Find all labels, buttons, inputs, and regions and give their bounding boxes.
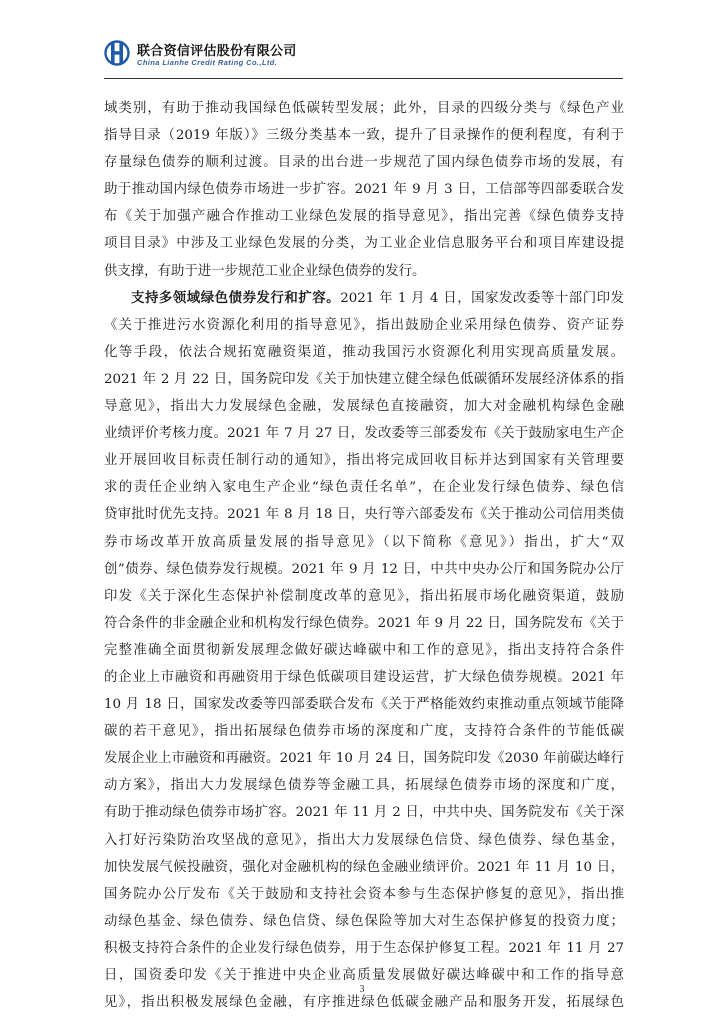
text-line: 存量绿色债券的顺利过渡。目录的出台进一步规范了国内绿色债券市场的发展，有: [104, 155, 624, 171]
text-line: 动方案》，指出大力发展绿色债券等金融工具，拓展绿色债券市场的深度和广度，: [104, 778, 624, 794]
paragraph-2: [104, 285, 624, 1017]
paragraph-1: [104, 95, 624, 285]
text-line: 的企业上市融资和再融资用于绿色低碳项目建设运营，扩大绿色债券规模。2021 年: [104, 669, 624, 685]
text-line: 《关于推进污水资源化利用的指导意见》，指出鼓励企业采用绿色债券、资产证券: [104, 317, 624, 333]
text-line: 指导目录（2019 年版）》三级分类基本一致，提升了目录操作的便利程度，有利于: [104, 128, 624, 144]
text-line: 供支撑，有助于进一步规范工业企业绿色债券的发行。: [104, 263, 426, 279]
page-number: 3: [359, 984, 365, 995]
text-line: 日，国资委印发《关于推进中央企业高质量发展做好碳达峰碳中和工作的指导意: [104, 968, 624, 983]
text-line: 国务院办公厅发布《关于鼓励和支持社会资本参与生态保护修复的意见》，指出推: [104, 886, 624, 902]
text-line: 符合条件的非金融企业和机构发行绿色债券。2021 年 9 月 22 日，国务院发布《关于: [104, 615, 624, 631]
text-line: 发展企业上市融资和再融资。2021 年 10 月 24 日，国务院印发《2030 年前碳达峰行: [104, 751, 624, 767]
text-span: 2021 年 1 月 4 日，国家发改委等十部门印发: [340, 290, 624, 306]
text-line: 求的责任企业纳入家电生产企业“绿色责任名单”，在企业发行绿色债券、绿色信: [104, 480, 624, 496]
text-line: 助于推动国内绿色债券市场进一步扩容。2021 年 9 月 3 日，工信部等四部委联合发: [104, 182, 624, 198]
text-line: [104, 285, 624, 312]
paragraph-heading: 支持多领域绿色债券发行和扩容。: [131, 289, 341, 306]
body-text: [104, 95, 624, 1016]
text-line: 贷审批时优先支持。2021 年 8 月 18 日，央行等六部委发布《关于推动公司信用类债: [104, 507, 624, 523]
text-line: 动绿色基金、绿色债券、绿色信贷、绿色保险等加大对生态保护修复的投资力度；: [104, 913, 624, 929]
page-header: [104, 38, 624, 80]
text-line: 化等手段，依法合规拓宽融资渠道，推动我国污水资源化利用实现高质量发展。: [104, 344, 624, 360]
text-line: 2021 年 2 月 22 日，国务院印发《关于加快建立健全绿色低碳循环发展经济体系的指: [104, 371, 624, 387]
company-name-en: China Lianhe Credit Rating Co.,Ltd.: [137, 58, 278, 67]
text-line: 加快发展气候投融资，强化对金融机构的绿色金融业绩评价。2021 年 11 月 10 日，: [104, 859, 624, 875]
text-line: 业开展回收目标责任制行动的通知》，指出将完成回收目标并达到国家有关管理要: [104, 453, 624, 469]
text-line: 10 月 18 日，国家发改委等四部委联合发布《关于严格能效约束推动重点领域节能降: [104, 697, 624, 713]
text-line: 创”债券、绿色债券发行规模。2021 年 9 月 12 日，中共中央办公厅和国务院办公厅: [104, 561, 624, 577]
text-line: 有助于推动绿色债券市场扩容。2021 年 11 月 2 日，中共中央、国务院发布《关于深: [104, 805, 624, 821]
text-line: 见》，指出积极发展绿色金融，有序推进绿色低碳金融产品和服务开发，拓展绿色: [104, 995, 624, 1011]
text-line: 项目目录》中涉及工业绿色发展的分类，为工业企业信息服务平台和项目库建设提: [104, 236, 624, 252]
text-line: 导意见》，指出大力发展绿色金融，发展绿色直接融资，加大对金融机构绿色金融: [104, 399, 624, 415]
company-logo-icon: [104, 38, 130, 68]
header-divider: [104, 78, 623, 79]
text-line: 积极支持符合条件的企业发行绿色债券，用于生态保护修复工程。2021 年 11 月 27: [104, 940, 624, 956]
company-name-cn: 联合资信评估股份有限公司: [137, 44, 297, 59]
text-line: 业绩评价考核力度。2021 年 7 月 27 日，发改委等三部委发布《关于鼓励家电生产企: [104, 426, 624, 442]
text-line: 域类别，有助于推动我国绿色低碳转型发展；此外，目录的四级分类与《绿色产业: [104, 101, 624, 116]
text-line: 完整准确全面贯彻新发展理念做好碳达峰碳中和工作的意见》，指出支持符合条件: [104, 642, 624, 658]
text-line: 入打好污染防治攻坚战的意见》，指出大力发展绿色信贷、绿色债券、绿色基金，: [104, 832, 624, 848]
text-line: 碳的若干意见》，指出拓展绿色债券市场的深度和广度，支持符合条件的节能低碳: [104, 724, 624, 740]
text-line: 印发《关于深化生态保护补偿制度改革的意见》，指出拓展市场化融资渠道，鼓励: [104, 588, 624, 604]
text-line: 布《关于加强产融合作推动工业绿色发展的指导意见》，指出完善《绿色债券支持: [104, 209, 624, 225]
text-line: 券市场改革开放高质量发展的指导意见》（以下简称《意见》）指出，扩大“双: [104, 534, 624, 550]
